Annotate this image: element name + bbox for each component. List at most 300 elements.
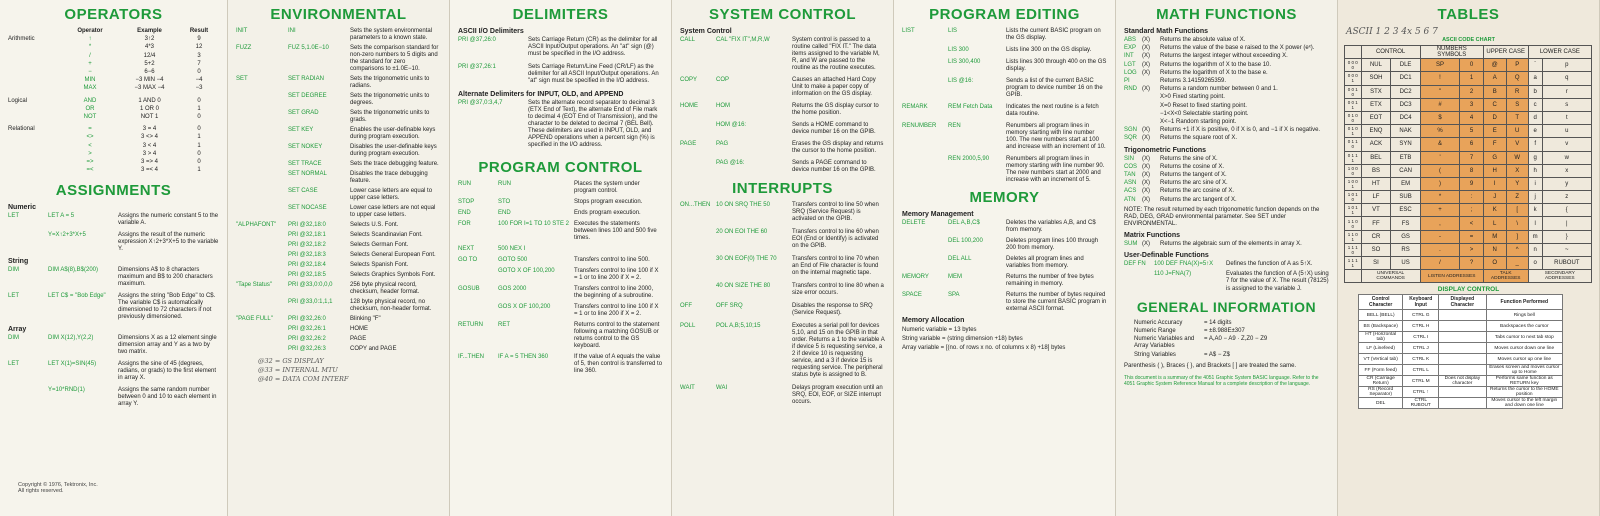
entry-syntax: PRI @32,18:3 <box>288 252 326 258</box>
math-function: ATN <box>1124 196 1136 203</box>
ascii-cell: r <box>1542 85 1591 98</box>
ascii-cell: FF <box>1361 217 1391 230</box>
ascii-row <box>1345 164 1592 177</box>
ascii-cell: " <box>1420 85 1460 98</box>
entry-syntax: PAG @16: <box>716 160 745 166</box>
operator-example: 3 > 4 <box>142 150 157 157</box>
panel-math-functions: MATH FUNCTIONS Standard Math Functions ABS (X) Returns the absolute value of X. EXP (X) Returns the value of the base e raised to the X power (eˣ). INT (X) Returns the largest integer without exceeding X. LGT (X) Returns the logarithm of X to the base 10. LOG (X) Returns the logarithm of X to the base e. PI Returns 3.14159265359. RND (X) Returns a random number between 0 and 1. X>0 Fixed starting point. X=0 Reset to fixed starting point. −1<X<0 Selectable starting point. X<−1 Random starting point. SGN (X) Returns +1 if X is positive, 0 if X is 0, and −1 if X is negative. SQR (X) Returns the square root of X. Trigonometric Functions SIN (X) Returns the sine of X. COS (X) Returns the cosine of X. TAN (X) Returns the tangent of X. ASN (X) Returns the arc sine of X. ACS (X) Returns the arc cosine of X. ATN (X) Returns the arc tangent of X. NOTE: The result returned by each trigonometric function depends on the RAD, DEG, GRAD environmental parameter. See SET under ENVIRONMENTAL. Matrix Functions SUM (X) Returns the algebraic sum of the elements in array X. User-Definable Functions DEF FN 100 DEF FNA(X)=5↑X Defines the function of A as 5↑X. 110 J=FNA(7) Evaluates the function of A (5↑X) using 7 for the value of X. The result (78125) is assigned to the variable J. GENERAL INFORMATION Numeric Accuracy = 14 digits Numeric Range = ±8.988E±307 Numeric Variables and Array Variables = A,A0 − A9 · Z,Z0 − Z9 String Variables = A$ − Z$ Parenthesis ( ), Braces { }, and Brackets [ ] are treated the same. This document is a summary of the 4051 Graphic System BASIC language. Refer to the 4051 Graphic System Reference Manual for a complete description of the language. <box>1116 0 1338 516</box>
entry-syntax: SET GRAD <box>288 110 319 116</box>
ascii-row <box>1345 230 1592 243</box>
operator-symbol: * <box>88 44 92 51</box>
entry-syntax: HOM <box>716 103 730 109</box>
entry-syntax: WAI <box>716 385 728 391</box>
display-control-cell <box>1439 354 1486 365</box>
operator-group-label: Relational <box>8 126 35 133</box>
entry-syntax: PRI @32,18:1 <box>288 232 326 238</box>
entry-keyword: DELETE <box>902 220 926 226</box>
display-control-row <box>1359 343 1563 354</box>
display-control-cell: BELL (BELL) <box>1359 310 1403 321</box>
ascii-cell: ETX <box>1361 98 1391 111</box>
math-matrix-list <box>1124 241 1329 248</box>
math-arg: (X) <box>1142 240 1150 247</box>
operator-row <box>8 106 219 113</box>
operators-header: Operator Example Result <box>77 28 209 34</box>
operator-row <box>8 85 219 92</box>
ascii-cell: DC3 <box>1391 98 1420 111</box>
entry-syntax: 100 FOR I=1 TO 10 STE 2 <box>498 221 569 227</box>
entry-keyword: COPY <box>680 77 698 83</box>
operator-row <box>8 167 219 174</box>
entry-keyword <box>458 304 498 318</box>
entry-description: Dimensions X as a 12 element single dimension array and Y as a two by two matrix. <box>118 335 217 356</box>
operator-symbol: OR <box>85 105 95 112</box>
ascii-cell: 9 <box>1460 177 1483 190</box>
entry-syntax: RET <box>498 322 510 328</box>
operator-symbol: <> <box>86 134 94 141</box>
panel-operators <box>0 0 228 516</box>
math-arg: (X) <box>1142 86 1150 93</box>
entry-row <box>902 292 1107 313</box>
entry-syntax: PRI @32,18:5 <box>288 272 326 278</box>
ascii-cell: b <box>1528 85 1542 98</box>
math-row <box>1124 188 1329 195</box>
math-function: RND <box>1124 86 1137 93</box>
ascii-cell: SOH <box>1361 72 1391 85</box>
entry-syntax: REN 2000,5,90 <box>948 156 990 162</box>
ascii-cell: VT <box>1361 204 1391 217</box>
math-function: EXP <box>1124 45 1137 52</box>
entry-keyword: DIM <box>8 267 19 274</box>
operator-row <box>8 36 219 43</box>
operator-group-label <box>8 159 60 166</box>
operator-example: −3 MIN −4 <box>135 77 164 84</box>
ascii-cell: # <box>1420 98 1460 111</box>
ascii-cell: C <box>1483 98 1506 111</box>
math-arg <box>1142 111 1160 118</box>
entry-description: Transfers control to line 100 if X = 1 or to line 200 if X = 2. <box>574 268 659 281</box>
entry-description: Sets the system environmental parameters to a known state. <box>350 28 433 41</box>
display-control-cell <box>1439 332 1486 343</box>
display-control-cell: CTRL J <box>1403 343 1439 354</box>
math-function: COS <box>1124 163 1138 170</box>
entry-syntax: SET NOCASE <box>288 205 327 211</box>
ascii-cell: NAK <box>1391 125 1420 138</box>
entry-row <box>8 293 219 321</box>
ascii-cell: ! <box>1420 72 1460 85</box>
entry-keyword: "Tape Status" <box>236 282 272 288</box>
entry-syntax: END <box>498 210 511 216</box>
ascii-bits: 0 0 1 1 <box>1345 98 1362 111</box>
entry-keyword <box>236 346 288 353</box>
ascii-cell: 1 <box>1460 72 1483 85</box>
ascii-cell: US <box>1391 257 1420 270</box>
ascii-cell: i <box>1528 177 1542 190</box>
entry-keyword: RETURN <box>458 322 483 328</box>
entry-syntax: 40 ON SIZE THE 80 <box>716 283 771 289</box>
ascii-cell: N <box>1483 243 1506 256</box>
ascii-cell: ; <box>1460 204 1483 217</box>
ascii-cell: < <box>1460 217 1483 230</box>
entry-description: Selects U.S. Font. <box>350 222 399 228</box>
operator-row <box>8 114 219 121</box>
operator-example: NOT 1 <box>140 114 159 121</box>
operator-example: 1 AND 0 <box>138 97 161 104</box>
display-control-row <box>1359 387 1563 398</box>
general-info-row <box>1124 320 1329 327</box>
entry-syntax: GOTO 500 <box>498 257 528 263</box>
display-control-cell: Does not display character <box>1439 376 1486 387</box>
program-editing-list <box>902 28 1107 184</box>
entry-keyword: LET <box>8 293 20 300</box>
handwritten-header: ASCII 1 2 3 4x 5 6 7 <box>1346 27 1438 37</box>
entry-description: Disables the trace debugging feature. <box>350 171 428 184</box>
entry-row <box>236 222 441 229</box>
display-control-cell: HT (Horizontal tab) <box>1359 332 1403 343</box>
entry-description: Places the system under program control. <box>574 181 640 194</box>
ascii-cell: / <box>1420 257 1460 270</box>
entry-row <box>236 76 441 90</box>
entry-keyword <box>236 336 288 343</box>
display-control-cell: BS (Backspace) <box>1359 321 1403 332</box>
operator-group-label <box>8 61 60 68</box>
entry-keyword <box>236 326 288 333</box>
ascii-cell: SYN <box>1391 138 1420 151</box>
ascii-cell: S <box>1506 98 1528 111</box>
entry-description: Selects Graphics Symbols Font. <box>350 272 436 278</box>
udf-keyword: DEF FN <box>1124 261 1146 268</box>
entry-syntax: DEL A,B,C$ <box>948 220 980 226</box>
ascii-cell: EOT <box>1361 111 1391 124</box>
entry-syntax: DIM A$(8),B$(200) <box>48 267 99 274</box>
operator-symbol: + <box>88 60 92 67</box>
math-description: Returns the logarithm of X to the base e. <box>1160 69 1268 76</box>
operator-result: −3 <box>195 85 203 92</box>
math-row <box>1124 94 1329 101</box>
assignment-section-title: Numeric <box>8 204 37 212</box>
entry-description: Sends a list of the current BASIC program to device number 16 on the GPIB. <box>1006 78 1103 98</box>
entry-syntax: SET CASE <box>288 188 318 194</box>
display-control-cell: Moves cursor to the left margin and down one line <box>1486 398 1562 409</box>
general-info-value: = 14 digits <box>1204 319 1232 326</box>
operator-group-label <box>8 134 60 141</box>
entry-keyword: LET <box>8 213 20 220</box>
math-description: Returns +1 if X is positive, 0 if X is 0, and −1 if X is negative. <box>1160 127 1321 134</box>
entry-row <box>680 37 885 72</box>
entry-keyword <box>680 122 716 136</box>
entry-keyword <box>236 110 288 124</box>
operator-row <box>8 69 219 76</box>
ascii-cell: | <box>1542 217 1591 230</box>
entry-row <box>680 323 885 379</box>
delimiters-title: DELIMITERS <box>512 6 609 23</box>
math-row <box>1124 197 1329 204</box>
general-info-value: = A$ − Z$ <box>1204 351 1231 358</box>
entry-keyword: LET <box>8 361 20 368</box>
display-control-row <box>1359 310 1563 321</box>
entry-description: Executes a serial poll for devices 5,10, and 15 on the GPIB in that order. Returns a 1 to the variable A if device 5 is requesting service, a 2 if device 10 is requesting service, and a 3 if device 15 is requesting service. The peripheral status byte is assigned to B. <box>792 323 885 378</box>
entry-syntax: SET NORMAL <box>288 171 327 177</box>
ascii-cell: STX <box>1361 85 1391 98</box>
entry-row <box>458 257 663 264</box>
entry-keyword: "PAGE FULL" <box>236 316 273 322</box>
math-description: −1<X<0 Selectable starting point. <box>1160 110 1249 117</box>
entry-keyword: "ALPHAFONT" <box>236 222 277 228</box>
memory-list <box>902 220 1107 313</box>
math-description: Returns the logarithm of X to the base 10. <box>1160 61 1272 68</box>
ascii-cell: $ <box>1420 111 1460 124</box>
display-control-table: Control Character Keyboard Input Displayed Character Function Performed BELL (BELL) CTRL G Rings bell BS (Backspace) CTRL H Backspaces the cursor HT (Horizontal tab) CTRL I Tabs cursor to next tab stop LF (Linefeed) CTRL J Moves cursor down one line VT (Vertical tab) CTRL K Moves cursor up one line FF (Form feed) CTRL L Erases screen and moves cursor up to Home CR (Carriage Return) CTRL M Does not display character Performs same function as RETURN key RS (Record Separator) CTRL ↑ Returns the cursor to the HOME position DEL CTRL RUBOUT Moves cursor to the left margin and down one line <box>1358 294 1563 409</box>
math-arg <box>1142 103 1160 110</box>
operator-result: 12 <box>195 44 203 51</box>
entry-row <box>236 282 441 296</box>
entry-description: 256 byte physical record, checksum, header format. <box>350 282 420 295</box>
entry-syntax: LIS <box>948 28 958 34</box>
math-note: NOTE: The result returned by each trigonometric function depends on the RAD, DEG, GRAD environmental parameter. See SET under ENVIRONMENTAL. <box>1124 206 1320 227</box>
math-arg: (X) <box>1142 180 1150 187</box>
display-control-cell: CTRL H <box>1403 321 1439 332</box>
entry-row <box>458 221 663 242</box>
ascii-bits: 0 0 0 0 <box>1345 59 1362 72</box>
entry-row <box>902 156 1107 184</box>
operator-symbol: < <box>88 142 92 149</box>
entry-keyword: POLL <box>680 323 696 329</box>
ascii-cell: V <box>1506 138 1528 151</box>
math-function: TAN <box>1124 172 1136 179</box>
entry-row <box>236 188 441 202</box>
operator-group-label <box>8 77 60 84</box>
entry-syntax: LET C$ = "Bob Edge" <box>48 293 106 300</box>
math-description: Returns a random number between 0 and 1. <box>1160 86 1278 93</box>
operator-example: 6−6 <box>144 69 155 76</box>
operator-group-label <box>8 106 60 113</box>
math-function: LGT <box>1124 61 1136 68</box>
handwritten-notes: @32 = GS DISPLAY @33 = INTERNAL MTU @40 = DATA COM INTERF <box>258 357 349 383</box>
entry-row <box>236 144 441 158</box>
display-control-cell: Erases screen and moves cursor up to Home <box>1486 365 1562 376</box>
entry-description: Stops program execution. <box>574 199 643 205</box>
rights: All rights reserved. <box>18 488 64 494</box>
entry-syntax: LIS 300,400 <box>948 59 981 65</box>
entry-syntax: SET NOKEY <box>288 144 323 150</box>
entry-row <box>680 141 885 155</box>
operator-result: 3 <box>197 52 201 59</box>
entry-row <box>236 326 441 333</box>
operator-row <box>8 61 219 68</box>
ascii-row <box>1345 204 1592 217</box>
entry-keyword: WAIT <box>680 385 695 391</box>
math-arg: (X) <box>1142 163 1150 170</box>
ascii-cell: [ <box>1506 204 1528 217</box>
ascii-bits: 0 1 0 0 <box>1345 111 1362 124</box>
ascii-cell: ~ <box>1542 243 1591 256</box>
operator-row <box>8 53 219 60</box>
math-function: ASN <box>1124 180 1137 187</box>
ascii-cell: 0 <box>1460 59 1483 72</box>
entry-description: Deletes all program lines and variables from memory. <box>1006 256 1084 269</box>
math-arg: (X) <box>1142 127 1150 134</box>
ascii-cell: I <box>1483 177 1506 190</box>
operator-example: 3 < 4 <box>142 142 157 149</box>
entry-description: Lists the current BASIC program on the GS display. <box>1006 28 1101 41</box>
entry-keyword <box>236 262 288 269</box>
math-description: X=0 Reset to fixed starting point. <box>1160 102 1247 109</box>
entry-syntax: REM Fetch Data <box>948 104 993 110</box>
display-control-cell: FF (Form feed) <box>1359 365 1403 376</box>
entry-syntax: PRI @32,26:3 <box>288 346 326 352</box>
math-description: Returns the square root of X. <box>1160 135 1238 142</box>
ascii-cell: J <box>1483 191 1506 204</box>
entry-description: Transfers control to line 60 when EOI (End or Identify) is activated on the GPIB. <box>792 229 879 249</box>
ascii-cell: SI <box>1361 257 1391 270</box>
ascii-cell: LF <box>1361 191 1391 204</box>
display-control-cell: CTRL RUBOUT <box>1403 398 1439 409</box>
ascii-cell: BEL <box>1361 151 1391 164</box>
entry-syntax: RUN <box>498 181 511 187</box>
operator-result: 0 <box>197 150 201 157</box>
entry-description: Transfers control to line 70 when an End of File character is found on the internal magnetic tape. <box>792 256 879 276</box>
ascii-cell: ? <box>1460 257 1483 270</box>
math-arg: (X) <box>1142 69 1150 76</box>
ascii-cell: EM <box>1391 177 1420 190</box>
ascii-cell: 7 <box>1460 151 1483 164</box>
ascii-cell: ) <box>1420 177 1460 190</box>
entry-syntax: REN <box>948 123 961 129</box>
entry-row <box>236 262 441 269</box>
entry-keyword: GOSUB <box>458 286 480 292</box>
ascii-cell: 8 <box>1460 164 1483 177</box>
entry-description: Returns the number of bytes required to store the current BASIC program in external ASCII format. <box>1006 292 1107 312</box>
entry-row <box>236 272 441 279</box>
entry-syntax: INI <box>288 28 296 34</box>
operator-example: 1 OR 0 <box>139 105 159 112</box>
ascii-bits: 1 0 0 0 <box>1345 164 1362 177</box>
environmental-list <box>236 28 441 353</box>
ascii-cell: t <box>1542 111 1591 124</box>
entry-description: HOME <box>350 326 368 332</box>
math-description: Returns the largest integer without exceeding X. <box>1160 53 1288 60</box>
display-control-cell: Moves cursor up one line <box>1486 354 1562 365</box>
entry-keyword: STOP <box>458 199 475 205</box>
entry-keyword <box>236 188 288 202</box>
display-control-cell: CTRL ↑ <box>1403 387 1439 398</box>
entry-row <box>8 232 219 253</box>
operator-example: 3 => 4 <box>140 159 158 166</box>
entry-row <box>236 171 441 185</box>
udf-keyword <box>1124 271 1154 293</box>
entry-syntax: SET RADIAN <box>288 76 324 82</box>
interrupts-title: INTERRUPTS <box>732 180 833 197</box>
entry-row <box>236 93 441 107</box>
entry-description: Transfers control to line 50 when SRQ (Service Request) is activated on the GPIB. <box>792 202 879 222</box>
entry-syntax: PRI @37,26:0 <box>458 37 496 43</box>
operator-result: 1 <box>197 134 201 141</box>
operator-symbol: NOT <box>83 114 97 121</box>
entry-row <box>680 160 885 174</box>
ascii-cell: BS <box>1361 164 1391 177</box>
ascii-cell: RUBOUT <box>1542 257 1591 270</box>
entry-keyword <box>236 127 288 141</box>
entry-description: Causes an attached Hard Copy Unit to make a paper copy of information on the GS display. <box>792 77 876 97</box>
entry-keyword: NEXT <box>458 246 475 252</box>
entry-syntax: GOTO X OF 100,200 <box>498 268 555 274</box>
math-udf-list <box>1124 261 1329 293</box>
display-control-row <box>1359 376 1563 387</box>
entry-row <box>458 286 663 300</box>
math-arg: (X) <box>1142 135 1150 142</box>
display-control-cell <box>1439 387 1486 398</box>
entry-row <box>236 28 441 42</box>
ascii-cell: x <box>1542 164 1591 177</box>
ascii-cell: CAN <box>1391 164 1420 177</box>
entry-description: Assigns the sine of 45 (degrees, radians, or grads) to the first element in array X. <box>118 361 217 382</box>
math-description: Returns the algebraic sum of the elements in array X. <box>1160 240 1302 247</box>
entry-syntax: SPA <box>948 292 960 298</box>
panel-program-editing: PROGRAM EDITING LIST LIS Lists the current BASIC program on the GS display. LIS 300 Lists line 300 on the GS display. LIS 300,400 Lists lines 300 through 400 on the GS display. LIS @16: Sends a list of the current BASIC program to device number 16 on the GPIB. REMARK REM Fetch Data Indicates the next routine is a fetch data routine. RENUMBER REN Renumbers all program lines in memory starting with line number 100. The new numbers start at 100 and increase with an increment of 10. REN 2000,5,90 Renumbers all program lines in memory starting with line number 90. The new numbers start at 2000 and increase with an increment of 5. MEMORY Memory Management DELETE DEL A,B,C$ Deletes the variables A,B, and C$ from memory. DEL 100,200 Deletes program lines 100 through 200 from memory. DEL ALL Deletes all program lines and variables from memory. MEMORY MEM Returns the number of free bytes remaining in memory. SPACE SPA Returns the number of bytes required to store the current BASIC program in external ASCII format. Memory Allocation Numeric variable = 13 bytes String variable = (string dimension +18) bytes Array variable = [(no. of rows x no. of columns x 8) +18] bytes <box>894 0 1116 516</box>
operator-group-label <box>8 44 60 51</box>
general-info-label: Numeric Range <box>1134 328 1176 335</box>
ascii-cell: j <box>1528 191 1542 204</box>
entry-syntax: OFF SRQ <box>716 303 743 309</box>
entry-row <box>236 45 441 73</box>
program-control-title: PROGRAM CONTROL <box>478 159 643 176</box>
ascii-cell: f <box>1528 138 1542 151</box>
entry-row <box>8 213 219 227</box>
entry-description: Executes the statements between lines 100 and 500 five times. <box>574 221 657 241</box>
ascii-row <box>1345 111 1592 124</box>
operator-symbol: AND <box>83 97 97 104</box>
ascii-cell: FS <box>1391 217 1420 230</box>
entry-keyword: LIST <box>902 28 915 34</box>
ascii-cell: D <box>1483 111 1506 124</box>
entry-keyword <box>902 238 948 252</box>
panel-delimiters: DELIMITERS ASCII I/O Delimiters PRI @37,26:0 Sets Carriage Return (CR) as the delimiter for all ASCII Input/Output operations. An "at" sign (@) must be specified in the I/O address. PRI @37,26:1 Sets Carriage Return/Line Feed (CR/LF) as the delimiter for all ASCII Input/Output operations. An "at" sign must be specified in the I/O address. Alternate Delimiters for INPUT, OLD, and APPEND PRI @37,0:3,4,7 Sets the alternate record separator to decimal 3 (ETX End of Text), the alternate End of File mark to decimal 4 (EOT End of Transmission), and the character to be deleted to decimal 7 (BEL Bell). These delimiters are used in INPUT, OLD, and APPEND operations when a percent sign (%) is specified in the I/O address. PROGRAM CONTROL RUN RUN Places the system under program control. STOP STO Stops program execution. END END Ends program execution. FOR 100 FOR I=1 TO 10 STE 2 Executes the statements between lines 100 and 500 five times. NEXT 500 NEX I GO TO GOTO 500 Transfers control to line 500. GOTO X OF 100,200 Transfers control to line 100 if X = 1 or to line 200 if X = 2. GOSUB GOS 2000 Transfers control to line 2000, the beginning of a subroutine. GOS X OF 100,200 Transfers control to line 100 if X = 1 or to line 200 if X = 2. RETURN RET Returns control to the statement following a matching GOSUB or returns control to the GS keyboard. IF...THEN IF A = 5 THEN 360 If the value of A equals the value of 5, then control is transferred to line 360. <box>450 0 672 516</box>
entry-row <box>236 299 441 313</box>
entry-description: Erases the GS display and returns the cursor to the home position. <box>792 141 884 154</box>
math-description: Returns the arc cosine of X. <box>1160 188 1235 195</box>
entry-row <box>236 316 441 323</box>
entry-keyword: RENUMBER <box>902 123 937 129</box>
ascii-cell: SP <box>1420 59 1460 72</box>
ascii-bits: 1 1 0 0 <box>1345 217 1362 230</box>
entry-description: Transfers control to line 80 when a size error occurs. <box>792 283 884 296</box>
ascii-cell: ESC <box>1391 204 1420 217</box>
ascii-cell: H <box>1483 164 1506 177</box>
ascii-row <box>1345 257 1592 270</box>
ascii-cell: _ <box>1506 257 1528 270</box>
math-description: Returns the arc sine of X. <box>1160 180 1228 187</box>
display-control-cell: Rings bell <box>1486 310 1562 321</box>
entry-syntax: DEL ALL <box>948 256 972 262</box>
ascii-row <box>1345 72 1592 85</box>
entry-keyword <box>236 205 288 219</box>
operator-group-label <box>8 143 60 150</box>
operator-row <box>8 143 219 150</box>
operator-row <box>8 126 219 133</box>
display-control-cell <box>1439 398 1486 409</box>
assignment-section-title: Array <box>8 326 27 334</box>
entry-description: Lists line 300 on the GS display. <box>1006 47 1092 53</box>
ascii-cell: 2 <box>1460 85 1483 98</box>
entry-keyword <box>8 387 48 408</box>
operator-example: 3↑2 <box>144 36 155 43</box>
ascii-cell: e <box>1528 125 1542 138</box>
entry-keyword <box>902 256 948 270</box>
math-function <box>1124 103 1142 110</box>
entry-description: Sets the comparison standard for non-zero numbers to 5 digits and the standard for zero comparisons to ±1.0E−10. <box>350 45 439 72</box>
entry-syntax: PRI @32,26:2 <box>288 336 326 342</box>
ascii-cell: = <box>1460 230 1483 243</box>
entry-syntax: PRI @32,26:0 <box>288 316 326 322</box>
